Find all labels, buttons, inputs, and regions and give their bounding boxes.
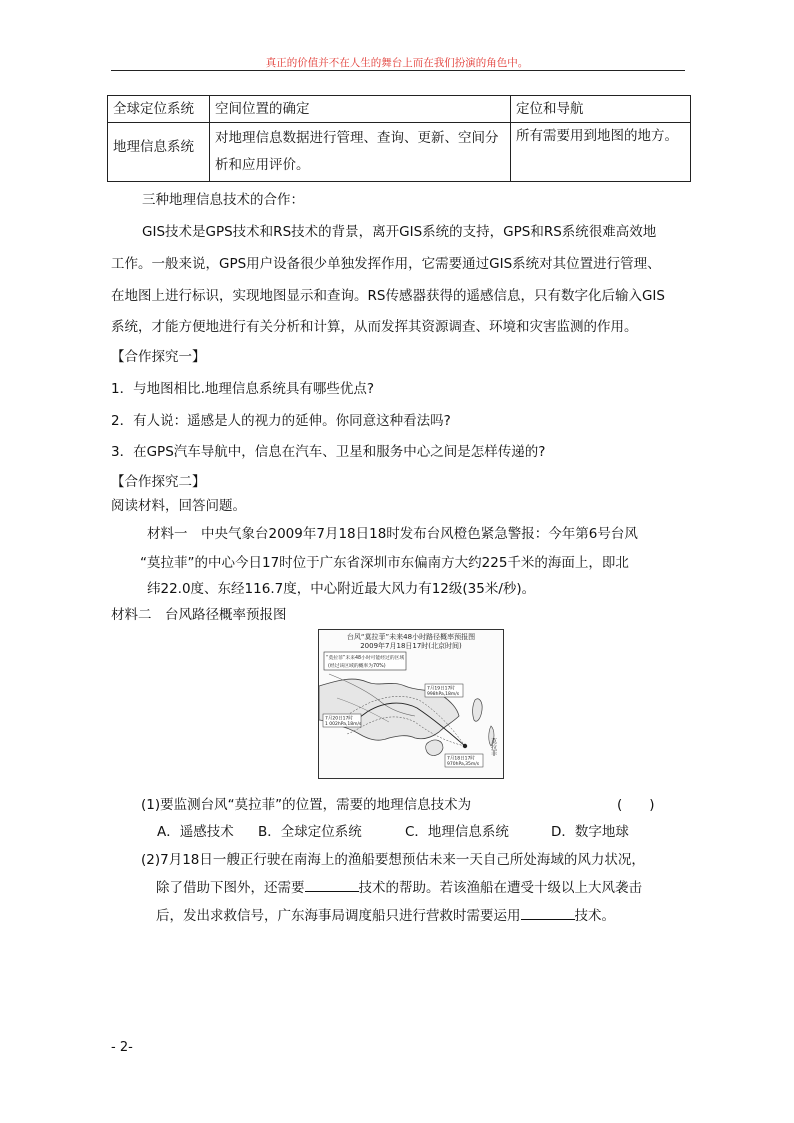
map-title: 台风“莫拉菲”未来48小时路径概率预报图 (346, 633, 476, 641)
header-rule (111, 70, 685, 71)
question2-line (156, 876, 642, 896)
typhoon-center-marker (463, 744, 467, 748)
page-header-motto: 真正的价值并不在人生的舞台上而在我们扮演的角色中。 (265, 57, 529, 69)
question1-option-c: C．地理信息系统 (405, 824, 509, 840)
cooperation-paragraph-line: GIS技术是GPS技术和RS技术的背景，离开GIS系统的支持，GPS和RS系统很难高效地 (142, 224, 657, 240)
question2-text: 后，发出求救信号，广东海事局调度船只进行营救时需要运用 (156, 908, 521, 924)
table-cell-system: 地理信息系统 (108, 123, 210, 182)
info-technology-table (107, 95, 691, 182)
map-legend-line: (经过该区域的概率为70%) (328, 664, 386, 669)
question1-option-a: A．遥感技术 (157, 824, 234, 840)
taiwan-island-shape (473, 699, 483, 722)
question1-option-b: B．全球定位系统 (258, 824, 362, 840)
map-subtitle: 2009年7月18日17时(北京时间) (360, 642, 462, 650)
forecast-label-jul20-data: 1 002hPa,18m/s (325, 722, 362, 727)
typhoon-map-graphic (319, 630, 503, 778)
forecast-label-jul18-data: 970hPa,35m/s (447, 762, 480, 767)
typhoon-name-label: 莫拉菲 (489, 738, 497, 756)
material1-line: “莫拉菲”的中心今日17时位于广东省深圳市东偏南方大约225千米的海面上，即北 (140, 555, 629, 571)
forecast-label-jul19: 7月19日17时 (427, 686, 455, 692)
question2-text: 技术。 (574, 908, 615, 924)
inquiry1-question: 2．有人说：遥感是人的视力的延伸。你同意这种看法吗? (111, 413, 451, 429)
page-number: - 2- (111, 1040, 133, 1055)
table-cell-function: 空间位置的确定 (210, 96, 511, 123)
question1-stem: (1)要监测台风“莫拉菲”的位置，需要的地理信息技术为 (141, 797, 472, 813)
material1-line: 纬22.0度、东经116.7度，中心附近最大风力有12级(35米/秒)。 (147, 581, 536, 597)
question1-option-d: D．数字地球 (551, 824, 629, 840)
inquiry1-title: 【合作探究一】 (111, 349, 206, 365)
question2-line: (2)7月18日一艘正行驶在南海上的渔船要想预估未来一天自己所处海域的风力状况， (141, 852, 645, 868)
forecast-label-jul20: 7月20日17时 (325, 716, 353, 722)
cooperation-paragraph-line: 工作。一般来说，GPS用户设备很少单独发挥作用，它需要通过GIS系统对其位置进行管理、 (111, 256, 661, 272)
table-cell-application: 定位和导航 (511, 96, 691, 123)
hainan-island-shape (426, 740, 443, 755)
table-cell-application: 所有需要用到地图的地方。 (511, 123, 691, 182)
table-row (108, 123, 691, 182)
inquiry1-question: 3．在GPS汽车导航中，信息在汽车、卫星和服务中心之间是怎样传递的? (111, 444, 546, 460)
cooperation-paragraph-line: 系统，才能方便地进行有关分析和计算，从而发挥其资源调查、环境和灾害监测的作用。 (111, 319, 638, 335)
question2-line (156, 904, 615, 924)
question1-answer-bracket: ( ) (617, 797, 655, 813)
table-cell-function: 对地理信息数据进行管理、查询、更新、空间分析和应用评价。 (210, 123, 511, 182)
material1-line: 材料一 中央气象台2009年7月18日18时发布台风橙色紧急警报：今年第6号台风 (147, 526, 638, 542)
material2-caption: 材料二 台风路径概率预报图 (111, 607, 287, 623)
forecast-label-jul19-data: 998hPa,18m/s (427, 692, 460, 697)
answer-blank (305, 878, 359, 892)
answer-blank (521, 906, 575, 920)
question2-text: 技术的帮助。若该渔船在遭受十级以上大风袭击 (358, 880, 642, 896)
cooperation-heading: 三种地理信息技术的合作： (142, 192, 304, 208)
table-cell-system: 全球定位系统 (108, 96, 210, 123)
question2-text: 除了借助下图外，还需要 (156, 880, 305, 896)
table-row (108, 96, 691, 123)
forecast-label-jul18: 7月18日17时 (447, 756, 475, 762)
cooperation-paragraph-line: 在地图上进行标识，实现地图显示和查询。RS传感器获得的遥感信息，只有数字化后输入GIS (111, 288, 665, 304)
inquiry2-title: 【合作探究二】 (111, 474, 206, 490)
typhoon-path-map (318, 629, 504, 779)
map-legend-line: “莫拉菲”未来48小时可能经过的区域 (326, 656, 405, 661)
inquiry1-question: 1．与地图相比.地理信息系统具有哪些优点? (111, 381, 375, 397)
inquiry2-instruction: 阅读材料，回答问题。 (111, 498, 246, 514)
